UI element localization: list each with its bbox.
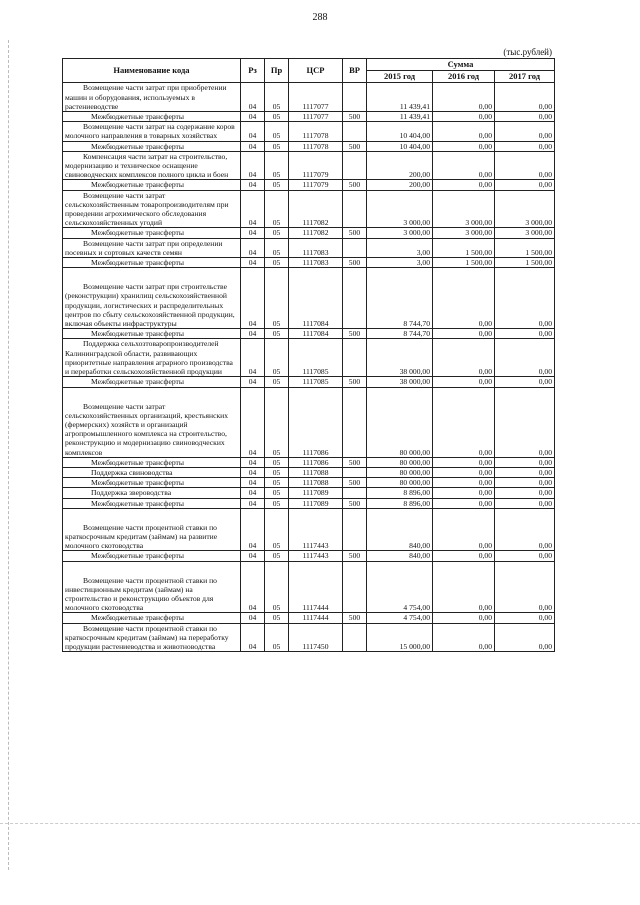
row-name: Межбюджетные трансферты bbox=[63, 377, 241, 387]
row-vr: 500 bbox=[343, 112, 367, 122]
table-row bbox=[63, 457, 555, 467]
row-pr: 05 bbox=[265, 623, 289, 652]
row-name: Компенсация части затрат на строительство, модернизацию и техническое оснащение свиноводческих комплексов полного цикла и боен bbox=[63, 151, 241, 180]
row-name: Межбюджетные трансферты bbox=[63, 228, 241, 238]
row-name: Межбюджетные трансферты bbox=[63, 613, 241, 623]
row-vr: 500 bbox=[343, 329, 367, 339]
header-pr: Пр bbox=[265, 59, 289, 83]
row-name: Межбюджетные трансферты bbox=[63, 180, 241, 190]
row-2016: 0,00 bbox=[433, 508, 495, 551]
row-2015: 11 439,41 bbox=[367, 83, 433, 112]
row-rz: 04 bbox=[241, 339, 265, 377]
row-vr: 500 bbox=[343, 498, 367, 508]
row-2017: 0,00 bbox=[495, 623, 555, 652]
table-row bbox=[63, 551, 555, 561]
row-rz: 04 bbox=[241, 623, 265, 652]
row-2016: 3 000,00 bbox=[433, 190, 495, 228]
row-2016: 0,00 bbox=[433, 112, 495, 122]
row-csr: 1117084 bbox=[289, 268, 343, 329]
row-vr bbox=[343, 151, 367, 180]
row-2017: 0,00 bbox=[495, 339, 555, 377]
row-csr: 1117083 bbox=[289, 238, 343, 257]
row-2016: 0,00 bbox=[433, 467, 495, 477]
row-2015: 840,00 bbox=[367, 551, 433, 561]
row-2016: 1 500,00 bbox=[433, 238, 495, 257]
row-csr: 1117088 bbox=[289, 467, 343, 477]
row-2016: 0,00 bbox=[433, 180, 495, 190]
table-row bbox=[63, 141, 555, 151]
row-pr: 05 bbox=[265, 457, 289, 467]
row-rz: 04 bbox=[241, 238, 265, 257]
row-2015: 80 000,00 bbox=[367, 467, 433, 477]
row-2017: 0,00 bbox=[495, 467, 555, 477]
row-csr: 1117089 bbox=[289, 488, 343, 498]
row-2016: 0,00 bbox=[433, 498, 495, 508]
row-name: Поддержка звероводства bbox=[63, 488, 241, 498]
row-2015: 10 404,00 bbox=[367, 141, 433, 151]
row-2016: 0,00 bbox=[433, 613, 495, 623]
row-rz: 04 bbox=[241, 488, 265, 498]
row-pr: 05 bbox=[265, 478, 289, 488]
header-rz: Рз bbox=[241, 59, 265, 83]
row-2017: 0,00 bbox=[495, 508, 555, 551]
header-name: Наименование кода bbox=[63, 59, 241, 83]
row-pr: 05 bbox=[265, 112, 289, 122]
row-rz: 04 bbox=[241, 228, 265, 238]
row-pr: 05 bbox=[265, 83, 289, 112]
row-2017: 0,00 bbox=[495, 122, 555, 141]
row-csr: 1117089 bbox=[289, 498, 343, 508]
row-2017: 1 500,00 bbox=[495, 258, 555, 268]
row-rz: 04 bbox=[241, 387, 265, 457]
row-csr: 1117443 bbox=[289, 508, 343, 551]
row-2015: 80 000,00 bbox=[367, 387, 433, 457]
row-vr bbox=[343, 467, 367, 477]
budget-table bbox=[62, 58, 555, 652]
table-row bbox=[63, 151, 555, 180]
row-name: Возмещение части процентной ставки по инвестиционным кредитам (займам) на строительство и реконструкцию объектов для молочного скотоводства bbox=[63, 561, 241, 613]
row-name: Межбюджетные трансферты bbox=[63, 478, 241, 488]
row-vr bbox=[343, 508, 367, 551]
row-pr: 05 bbox=[265, 190, 289, 228]
row-rz: 04 bbox=[241, 141, 265, 151]
table-row bbox=[63, 190, 555, 228]
row-vr: 500 bbox=[343, 478, 367, 488]
row-2015: 4 754,00 bbox=[367, 613, 433, 623]
row-2017: 0,00 bbox=[495, 488, 555, 498]
row-csr: 1117085 bbox=[289, 377, 343, 387]
row-2017: 0,00 bbox=[495, 551, 555, 561]
row-name: Межбюджетные трансферты bbox=[63, 112, 241, 122]
row-2015: 3 000,00 bbox=[367, 228, 433, 238]
row-2015: 3,00 bbox=[367, 238, 433, 257]
row-vr bbox=[343, 488, 367, 498]
row-2016: 3 000,00 bbox=[433, 228, 495, 238]
table-row bbox=[63, 478, 555, 488]
row-vr bbox=[343, 190, 367, 228]
row-2015: 3 000,00 bbox=[367, 190, 433, 228]
page-number: 288 bbox=[312, 12, 328, 23]
row-2015: 10 404,00 bbox=[367, 122, 433, 141]
row-rz: 04 bbox=[241, 498, 265, 508]
row-2017: 0,00 bbox=[495, 151, 555, 180]
row-2016: 0,00 bbox=[433, 561, 495, 613]
row-2017: 0,00 bbox=[495, 329, 555, 339]
table-row bbox=[63, 258, 555, 268]
table-row bbox=[63, 508, 555, 551]
row-2016: 0,00 bbox=[433, 457, 495, 467]
row-rz: 04 bbox=[241, 377, 265, 387]
row-name: Поддержка свиноводства bbox=[63, 467, 241, 477]
row-csr: 1117443 bbox=[289, 551, 343, 561]
row-2016: 0,00 bbox=[433, 141, 495, 151]
row-name: Возмещение части затрат при строительстве (реконструкции) хранилищ сельскохозяйственной продукции, логистических и распределительных центров по сбыту сельскохозяйственной продукции, включая объекты инфраструктуры bbox=[63, 268, 241, 329]
row-pr: 05 bbox=[265, 551, 289, 561]
row-2015: 200,00 bbox=[367, 180, 433, 190]
row-2017: 0,00 bbox=[495, 141, 555, 151]
row-pr: 05 bbox=[265, 151, 289, 180]
row-vr bbox=[343, 561, 367, 613]
row-name: Возмещение части затрат при приобретении машин и оборудования, используемых в растениеводстве bbox=[63, 83, 241, 112]
row-name: Межбюджетные трансферты bbox=[63, 141, 241, 151]
row-2017: 0,00 bbox=[495, 561, 555, 613]
unit-note: (тыс.рублей) bbox=[503, 47, 552, 57]
header-vr: ВР bbox=[343, 59, 367, 83]
table-row bbox=[63, 377, 555, 387]
header-2016: 2016 год bbox=[433, 71, 495, 83]
row-2015: 80 000,00 bbox=[367, 457, 433, 467]
row-csr: 1117082 bbox=[289, 190, 343, 228]
row-pr: 05 bbox=[265, 498, 289, 508]
row-2015: 38 000,00 bbox=[367, 339, 433, 377]
row-2015: 3,00 bbox=[367, 258, 433, 268]
row-2015: 840,00 bbox=[367, 508, 433, 551]
row-csr: 1117077 bbox=[289, 112, 343, 122]
table-row bbox=[63, 613, 555, 623]
row-2016: 0,00 bbox=[433, 151, 495, 180]
table-row bbox=[63, 387, 555, 457]
row-pr: 05 bbox=[265, 238, 289, 257]
row-rz: 04 bbox=[241, 457, 265, 467]
row-name: Возмещение части процентной ставки по краткосрочным кредитам (займам) на переработку продукции растениеводства и животноводства bbox=[63, 623, 241, 652]
table-row bbox=[63, 228, 555, 238]
row-csr: 1117079 bbox=[289, 151, 343, 180]
row-csr: 1117088 bbox=[289, 478, 343, 488]
row-name: Межбюджетные трансферты bbox=[63, 457, 241, 467]
row-csr: 1117077 bbox=[289, 83, 343, 112]
row-2017: 3 000,00 bbox=[495, 190, 555, 228]
header-2017: 2017 год bbox=[495, 71, 555, 83]
table-row bbox=[63, 268, 555, 329]
row-name: Возмещение части затрат на содержание коров молочного направления в товарных хозяйствах bbox=[63, 122, 241, 141]
row-pr: 05 bbox=[265, 377, 289, 387]
row-2016: 0,00 bbox=[433, 488, 495, 498]
row-csr: 1117450 bbox=[289, 623, 343, 652]
row-2016: 0,00 bbox=[433, 387, 495, 457]
row-rz: 04 bbox=[241, 561, 265, 613]
table-row bbox=[63, 339, 555, 377]
row-vr bbox=[343, 83, 367, 112]
row-pr: 05 bbox=[265, 268, 289, 329]
row-csr: 1117444 bbox=[289, 561, 343, 613]
row-2015: 8 744,70 bbox=[367, 329, 433, 339]
row-vr: 500 bbox=[343, 377, 367, 387]
row-rz: 04 bbox=[241, 551, 265, 561]
row-csr: 1117079 bbox=[289, 180, 343, 190]
row-2016: 0,00 bbox=[433, 377, 495, 387]
row-pr: 05 bbox=[265, 387, 289, 457]
row-csr: 1117086 bbox=[289, 387, 343, 457]
row-2016: 0,00 bbox=[433, 83, 495, 112]
table-row bbox=[63, 623, 555, 652]
row-pr: 05 bbox=[265, 329, 289, 339]
row-name: Возмещение части процентной ставки по краткосрочным кредитам (займам) на развитие молочного скотоводства bbox=[63, 508, 241, 551]
row-vr: 500 bbox=[343, 180, 367, 190]
table-row bbox=[63, 238, 555, 257]
row-pr: 05 bbox=[265, 141, 289, 151]
row-rz: 04 bbox=[241, 268, 265, 329]
row-name: Возмещение части затрат сельскохозяйственных организаций, крестьянских (фермерских) хозяйств и организаций агропромышленного комплекса на строительство, реконструкцию и модернизацию свиноводческих комплексов bbox=[63, 387, 241, 457]
row-2017: 0,00 bbox=[495, 83, 555, 112]
table-row bbox=[63, 561, 555, 613]
row-2016: 0,00 bbox=[433, 339, 495, 377]
row-rz: 04 bbox=[241, 467, 265, 477]
row-vr bbox=[343, 623, 367, 652]
row-rz: 04 bbox=[241, 613, 265, 623]
row-2016: 0,00 bbox=[433, 623, 495, 652]
row-name: Возмещение части затрат сельскохозяйственным товаропроизводителям при проведении агрохимического обследования сельскохозяйственных угодий bbox=[63, 190, 241, 228]
table-body bbox=[63, 83, 555, 652]
row-vr bbox=[343, 268, 367, 329]
row-pr: 05 bbox=[265, 339, 289, 377]
row-2017: 3 000,00 bbox=[495, 228, 555, 238]
row-2017: 0,00 bbox=[495, 613, 555, 623]
row-2016: 0,00 bbox=[433, 551, 495, 561]
row-pr: 05 bbox=[265, 467, 289, 477]
row-2017: 0,00 bbox=[495, 478, 555, 488]
scan-cut-line bbox=[0, 823, 640, 824]
row-2016: 0,00 bbox=[433, 478, 495, 488]
row-vr bbox=[343, 339, 367, 377]
row-2015: 11 439,41 bbox=[367, 112, 433, 122]
scan-margin-line bbox=[8, 40, 9, 870]
row-2015: 8 896,00 bbox=[367, 498, 433, 508]
table-row bbox=[63, 180, 555, 190]
row-2015: 4 754,00 bbox=[367, 561, 433, 613]
row-rz: 04 bbox=[241, 180, 265, 190]
row-2015: 8 744,70 bbox=[367, 268, 433, 329]
row-csr: 1117084 bbox=[289, 329, 343, 339]
row-csr: 1117444 bbox=[289, 613, 343, 623]
row-rz: 04 bbox=[241, 122, 265, 141]
row-name: Межбюджетные трансферты bbox=[63, 551, 241, 561]
row-pr: 05 bbox=[265, 180, 289, 190]
row-name: Межбюджетные трансферты bbox=[63, 498, 241, 508]
row-rz: 04 bbox=[241, 112, 265, 122]
row-pr: 05 bbox=[265, 561, 289, 613]
row-2016: 0,00 bbox=[433, 268, 495, 329]
table-row bbox=[63, 329, 555, 339]
row-rz: 04 bbox=[241, 151, 265, 180]
row-name: Межбюджетные трансферты bbox=[63, 329, 241, 339]
row-rz: 04 bbox=[241, 329, 265, 339]
row-2016: 1 500,00 bbox=[433, 258, 495, 268]
row-pr: 05 bbox=[265, 488, 289, 498]
table-row bbox=[63, 467, 555, 477]
table-row bbox=[63, 83, 555, 112]
row-2017: 0,00 bbox=[495, 180, 555, 190]
header-sum: Сумма bbox=[367, 59, 555, 71]
row-csr: 1117082 bbox=[289, 228, 343, 238]
row-vr: 500 bbox=[343, 228, 367, 238]
row-vr: 500 bbox=[343, 551, 367, 561]
table-row bbox=[63, 122, 555, 141]
table-row bbox=[63, 498, 555, 508]
row-pr: 05 bbox=[265, 613, 289, 623]
row-2015: 8 896,00 bbox=[367, 488, 433, 498]
row-2017: 0,00 bbox=[495, 457, 555, 467]
row-2017: 0,00 bbox=[495, 268, 555, 329]
row-2017: 1 500,00 bbox=[495, 238, 555, 257]
row-vr bbox=[343, 122, 367, 141]
table-row bbox=[63, 488, 555, 498]
row-csr: 1117078 bbox=[289, 122, 343, 141]
row-rz: 04 bbox=[241, 190, 265, 228]
row-rz: 04 bbox=[241, 478, 265, 488]
row-pr: 05 bbox=[265, 508, 289, 551]
row-2017: 0,00 bbox=[495, 112, 555, 122]
row-pr: 05 bbox=[265, 258, 289, 268]
row-rz: 04 bbox=[241, 83, 265, 112]
row-vr: 500 bbox=[343, 258, 367, 268]
row-csr: 1117086 bbox=[289, 457, 343, 467]
row-csr: 1117078 bbox=[289, 141, 343, 151]
row-rz: 04 bbox=[241, 508, 265, 551]
row-vr: 500 bbox=[343, 141, 367, 151]
row-pr: 05 bbox=[265, 228, 289, 238]
row-2015: 200,00 bbox=[367, 151, 433, 180]
row-vr: 500 bbox=[343, 457, 367, 467]
row-2017: 0,00 bbox=[495, 498, 555, 508]
table-row bbox=[63, 112, 555, 122]
header-2015: 2015 год bbox=[367, 71, 433, 83]
row-name: Межбюджетные трансферты bbox=[63, 258, 241, 268]
row-vr: 500 bbox=[343, 613, 367, 623]
row-pr: 05 bbox=[265, 122, 289, 141]
header-csr: ЦСР bbox=[289, 59, 343, 83]
row-csr: 1117085 bbox=[289, 339, 343, 377]
row-vr bbox=[343, 238, 367, 257]
row-rz: 04 bbox=[241, 258, 265, 268]
row-2017: 0,00 bbox=[495, 387, 555, 457]
row-2017: 0,00 bbox=[495, 377, 555, 387]
row-name: Возмещение части затрат при определении посевных и сортовых качеств семян bbox=[63, 238, 241, 257]
row-2016: 0,00 bbox=[433, 329, 495, 339]
row-2015: 38 000,00 bbox=[367, 377, 433, 387]
row-vr bbox=[343, 387, 367, 457]
row-2016: 0,00 bbox=[433, 122, 495, 141]
row-csr: 1117083 bbox=[289, 258, 343, 268]
row-2015: 15 000,00 bbox=[367, 623, 433, 652]
row-name: Поддержка сельхозтоваропроизводителей Калининградской области, развивающих приоритетные направления аграрного производства и переработки сельскохозяйственной продукции bbox=[63, 339, 241, 377]
row-2015: 80 000,00 bbox=[367, 478, 433, 488]
